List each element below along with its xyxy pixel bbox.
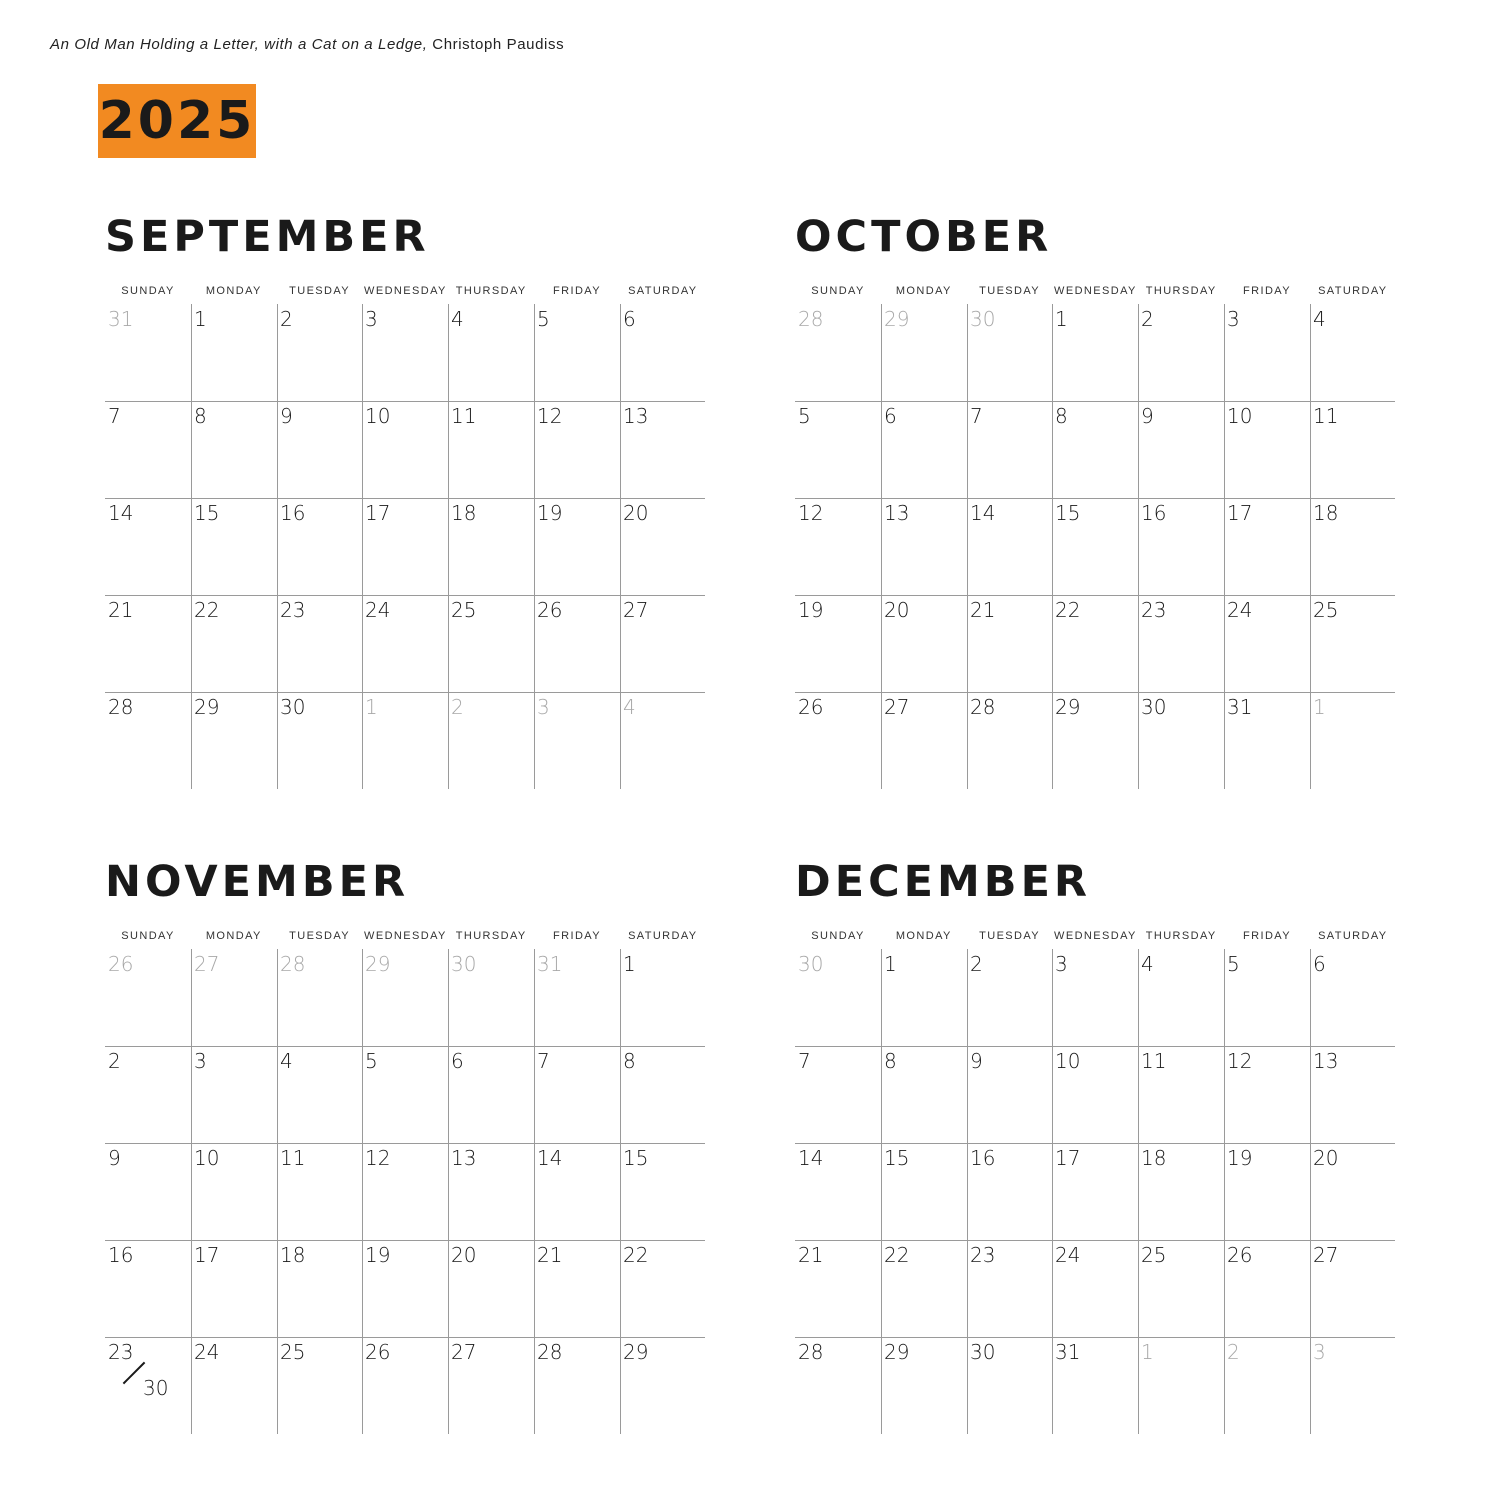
weekday-label: TUESDAY [289, 930, 351, 942]
day-number: 4 [280, 1049, 293, 1073]
day-number: 9 [970, 1049, 983, 1073]
day-number: 13 [623, 404, 649, 428]
grid-divider-vertical [620, 304, 621, 789]
day-adjacent-month: 29 [365, 952, 391, 976]
grid-divider-vertical [191, 304, 192, 789]
grid-divider-horizontal [105, 1337, 705, 1338]
grid-divider-horizontal [795, 692, 1395, 693]
weekday-label: TUESDAY [979, 285, 1041, 297]
weekday-label: FRIDAY [553, 930, 601, 942]
day-number: 8 [623, 1049, 636, 1073]
day-number: 27 [623, 598, 649, 622]
weekday-label: THURSDAY [455, 285, 527, 297]
day-number: 6 [623, 307, 636, 331]
weekday-label: TUESDAY [289, 285, 351, 297]
grid-divider-vertical [191, 949, 192, 1434]
day-number: 18 [1313, 501, 1339, 525]
day-number: 16 [108, 1243, 134, 1267]
weekday-label: SUNDAY [811, 930, 865, 942]
day-number: 20 [884, 598, 910, 622]
day-number: 5 [537, 307, 550, 331]
weekday-label: SATURDAY [628, 930, 698, 942]
grid-divider-vertical [1310, 949, 1311, 1434]
day-number-split: 30 [143, 1376, 169, 1400]
grid-divider-vertical [1310, 304, 1311, 789]
grid-divider-vertical [1224, 304, 1225, 789]
month-title: DECEMBER [795, 857, 1092, 907]
day-number: 18 [451, 501, 477, 525]
day-number: 2 [970, 952, 983, 976]
day-number: 10 [1055, 1049, 1081, 1073]
day-number: 26 [537, 598, 563, 622]
day-number: 4 [1141, 952, 1154, 976]
day-number: 29 [194, 695, 220, 719]
day-number: 27 [1313, 1243, 1339, 1267]
day-number: 1 [884, 952, 897, 976]
day-number: 12 [365, 1146, 391, 1170]
grid-divider-horizontal [795, 401, 1395, 402]
day-number: 28 [970, 695, 996, 719]
day-number: 27 [884, 695, 910, 719]
day-number: 7 [970, 404, 983, 428]
day-number: 8 [884, 1049, 897, 1073]
day-number: 9 [1141, 404, 1154, 428]
weekday-header [105, 930, 705, 944]
weekday-label: WEDNESDAY [1054, 930, 1137, 942]
day-number: 9 [108, 1146, 121, 1170]
grid-divider-vertical [1138, 304, 1139, 789]
day-number: 2 [108, 1049, 121, 1073]
day-number: 15 [623, 1146, 649, 1170]
day-number: 7 [798, 1049, 811, 1073]
day-number: 20 [1313, 1146, 1339, 1170]
grid-divider-vertical [277, 304, 278, 789]
day-adjacent-month: 26 [108, 952, 134, 976]
day-number: 29 [1055, 695, 1081, 719]
day-number: 19 [798, 598, 824, 622]
grid-divider-vertical [967, 949, 968, 1434]
day-number: 10 [365, 404, 391, 428]
grid-divider-vertical [1052, 949, 1053, 1434]
grid-divider-horizontal [105, 595, 705, 596]
day-number: 19 [365, 1243, 391, 1267]
weekday-label: WEDNESDAY [1054, 285, 1137, 297]
month-title: OCTOBER [795, 212, 1053, 262]
day-adjacent-month: 31 [537, 952, 563, 976]
day-number: 21 [798, 1243, 824, 1267]
grid-divider-vertical [362, 949, 363, 1434]
day-adjacent-month: 3 [537, 695, 550, 719]
day-number: 22 [884, 1243, 910, 1267]
day-number: 26 [1227, 1243, 1253, 1267]
day-number: 7 [108, 404, 121, 428]
day-number: 18 [1141, 1146, 1167, 1170]
grid-divider-vertical [881, 304, 882, 789]
grid-divider-horizontal [105, 498, 705, 499]
month-title: SEPTEMBER [105, 212, 430, 262]
day-number: 12 [537, 404, 563, 428]
grid-divider-horizontal [105, 1240, 705, 1241]
day-number: 28 [537, 1340, 563, 1364]
day-number: 8 [194, 404, 207, 428]
day-number: 24 [1227, 598, 1253, 622]
grid-divider-vertical [967, 304, 968, 789]
day-number: 3 [1227, 307, 1240, 331]
split-day-slash [123, 1362, 146, 1385]
day-number: 5 [798, 404, 811, 428]
day-number: 10 [1227, 404, 1253, 428]
day-number: 4 [451, 307, 464, 331]
day-number: 11 [451, 404, 477, 428]
weekday-label: SATURDAY [1318, 930, 1388, 942]
day-number: 8 [1055, 404, 1068, 428]
day-number: 2 [280, 307, 293, 331]
day-number: 23 [108, 1340, 134, 1364]
year-badge: 2025 [98, 84, 256, 158]
day-number: 16 [970, 1146, 996, 1170]
day-number: 16 [1141, 501, 1167, 525]
day-number: 12 [798, 501, 824, 525]
weekday-label: MONDAY [895, 930, 952, 942]
day-number: 22 [623, 1243, 649, 1267]
grid-divider-horizontal [105, 1143, 705, 1144]
grid-divider-vertical [1224, 949, 1225, 1434]
day-number: 13 [884, 501, 910, 525]
artwork-artist: Christoph Paudiss [432, 36, 565, 53]
day-number: 15 [884, 1146, 910, 1170]
day-adjacent-month: 30 [451, 952, 477, 976]
month-grid [105, 304, 705, 789]
day-number: 25 [1313, 598, 1339, 622]
day-number: 11 [280, 1146, 306, 1170]
day-number: 19 [1227, 1146, 1253, 1170]
weekday-label: MONDAY [205, 285, 262, 297]
day-number: 6 [884, 404, 897, 428]
weekday-label: FRIDAY [1243, 930, 1291, 942]
day-number: 30 [280, 695, 306, 719]
day-adjacent-month: 4 [623, 695, 636, 719]
grid-divider-vertical [448, 949, 449, 1434]
grid-divider-horizontal [105, 1046, 705, 1047]
day-number: 15 [1055, 501, 1081, 525]
day-number: 3 [194, 1049, 207, 1073]
day-number: 9 [280, 404, 293, 428]
day-number: 17 [194, 1243, 220, 1267]
day-number: 24 [194, 1340, 220, 1364]
day-number: 1 [1055, 307, 1068, 331]
day-number: 11 [1313, 404, 1339, 428]
grid-divider-vertical [1052, 304, 1053, 789]
day-number: 14 [537, 1146, 563, 1170]
grid-divider-vertical [620, 949, 621, 1434]
day-adjacent-month: 3 [1313, 1340, 1326, 1364]
weekday-label: THURSDAY [1145, 930, 1217, 942]
month-grid [795, 949, 1395, 1434]
day-number: 13 [451, 1146, 477, 1170]
day-number: 1 [623, 952, 636, 976]
weekday-label: TUESDAY [979, 930, 1041, 942]
day-number: 15 [194, 501, 220, 525]
day-number: 28 [108, 695, 134, 719]
grid-divider-vertical [534, 949, 535, 1434]
day-number: 14 [108, 501, 134, 525]
grid-divider-horizontal [105, 692, 705, 693]
grid-divider-vertical [448, 304, 449, 789]
day-adjacent-month: 28 [798, 307, 824, 331]
day-number: 19 [537, 501, 563, 525]
weekday-label: WEDNESDAY [364, 285, 447, 297]
grid-divider-horizontal [795, 595, 1395, 596]
weekday-header [795, 285, 1395, 299]
day-number: 13 [1313, 1049, 1339, 1073]
grid-divider-vertical [881, 949, 882, 1434]
day-number: 1 [194, 307, 207, 331]
day-number: 14 [798, 1146, 824, 1170]
day-number: 22 [1055, 598, 1081, 622]
day-number: 6 [451, 1049, 464, 1073]
day-number: 17 [365, 501, 391, 525]
weekday-label: MONDAY [895, 285, 952, 297]
day-number: 3 [365, 307, 378, 331]
day-adjacent-month: 27 [194, 952, 220, 976]
day-number: 24 [1055, 1243, 1081, 1267]
grid-divider-horizontal [105, 401, 705, 402]
day-number: 14 [970, 501, 996, 525]
weekday-label: SATURDAY [1318, 285, 1388, 297]
weekday-label: THURSDAY [1145, 285, 1217, 297]
weekday-label: SATURDAY [628, 285, 698, 297]
weekday-label: FRIDAY [553, 285, 601, 297]
day-number: 16 [280, 501, 306, 525]
day-number: 26 [798, 695, 824, 719]
weekday-label: WEDNESDAY [364, 930, 447, 942]
day-number: 21 [537, 1243, 563, 1267]
grid-divider-vertical [277, 949, 278, 1434]
day-number: 23 [970, 1243, 996, 1267]
day-number: 7 [537, 1049, 550, 1073]
day-adjacent-month: 28 [280, 952, 306, 976]
day-number: 30 [970, 1340, 996, 1364]
day-number: 2 [1141, 307, 1154, 331]
day-number: 6 [1313, 952, 1326, 976]
day-number: 5 [365, 1049, 378, 1073]
day-adjacent-month: 2 [1227, 1340, 1240, 1364]
day-number: 25 [1141, 1243, 1167, 1267]
day-adjacent-month: 30 [798, 952, 824, 976]
month-grid [105, 949, 705, 1434]
weekday-label: SUNDAY [811, 285, 865, 297]
day-number: 23 [1141, 598, 1167, 622]
day-adjacent-month: 1 [365, 695, 378, 719]
weekday-header [795, 930, 1395, 944]
day-number: 20 [451, 1243, 477, 1267]
day-number: 29 [623, 1340, 649, 1364]
grid-divider-vertical [1138, 949, 1139, 1434]
day-number: 25 [451, 598, 477, 622]
day-number: 20 [623, 501, 649, 525]
day-adjacent-month: 1 [1313, 695, 1326, 719]
day-number: 29 [884, 1340, 910, 1364]
day-number: 22 [194, 598, 220, 622]
day-adjacent-month: 30 [970, 307, 996, 331]
day-adjacent-month: 29 [884, 307, 910, 331]
day-number: 27 [451, 1340, 477, 1364]
day-number: 28 [798, 1340, 824, 1364]
grid-divider-horizontal [795, 1143, 1395, 1144]
weekday-label: FRIDAY [1243, 285, 1291, 297]
weekday-label: SUNDAY [121, 930, 175, 942]
day-adjacent-month: 2 [451, 695, 464, 719]
weekday-header [105, 285, 705, 299]
grid-divider-vertical [534, 304, 535, 789]
grid-divider-horizontal [795, 498, 1395, 499]
grid-divider-horizontal [795, 1337, 1395, 1338]
day-number: 18 [280, 1243, 306, 1267]
day-number: 23 [280, 598, 306, 622]
day-number: 11 [1141, 1049, 1167, 1073]
day-number: 21 [970, 598, 996, 622]
weekday-label: THURSDAY [455, 930, 527, 942]
month-grid [795, 304, 1395, 789]
day-number: 5 [1227, 952, 1240, 976]
grid-divider-vertical [362, 304, 363, 789]
artwork-caption [50, 36, 564, 53]
day-number: 21 [108, 598, 134, 622]
day-number: 30 [1141, 695, 1167, 719]
day-number: 31 [1055, 1340, 1081, 1364]
day-adjacent-month: 1 [1141, 1340, 1154, 1364]
day-number: 10 [194, 1146, 220, 1170]
month-title: NOVEMBER [105, 857, 410, 907]
grid-divider-horizontal [795, 1240, 1395, 1241]
day-number: 4 [1313, 307, 1326, 331]
weekday-label: MONDAY [205, 930, 262, 942]
day-number: 12 [1227, 1049, 1253, 1073]
day-number: 25 [280, 1340, 306, 1364]
day-number: 3 [1055, 952, 1068, 976]
day-number: 31 [1227, 695, 1253, 719]
grid-divider-horizontal [795, 1046, 1395, 1047]
day-adjacent-month: 31 [108, 307, 134, 331]
day-number: 24 [365, 598, 391, 622]
day-number: 17 [1055, 1146, 1081, 1170]
weekday-label: SUNDAY [121, 285, 175, 297]
day-number: 26 [365, 1340, 391, 1364]
artwork-title: An Old Man Holding a Letter, with a Cat on a Ledge, [50, 36, 428, 53]
day-number: 17 [1227, 501, 1253, 525]
